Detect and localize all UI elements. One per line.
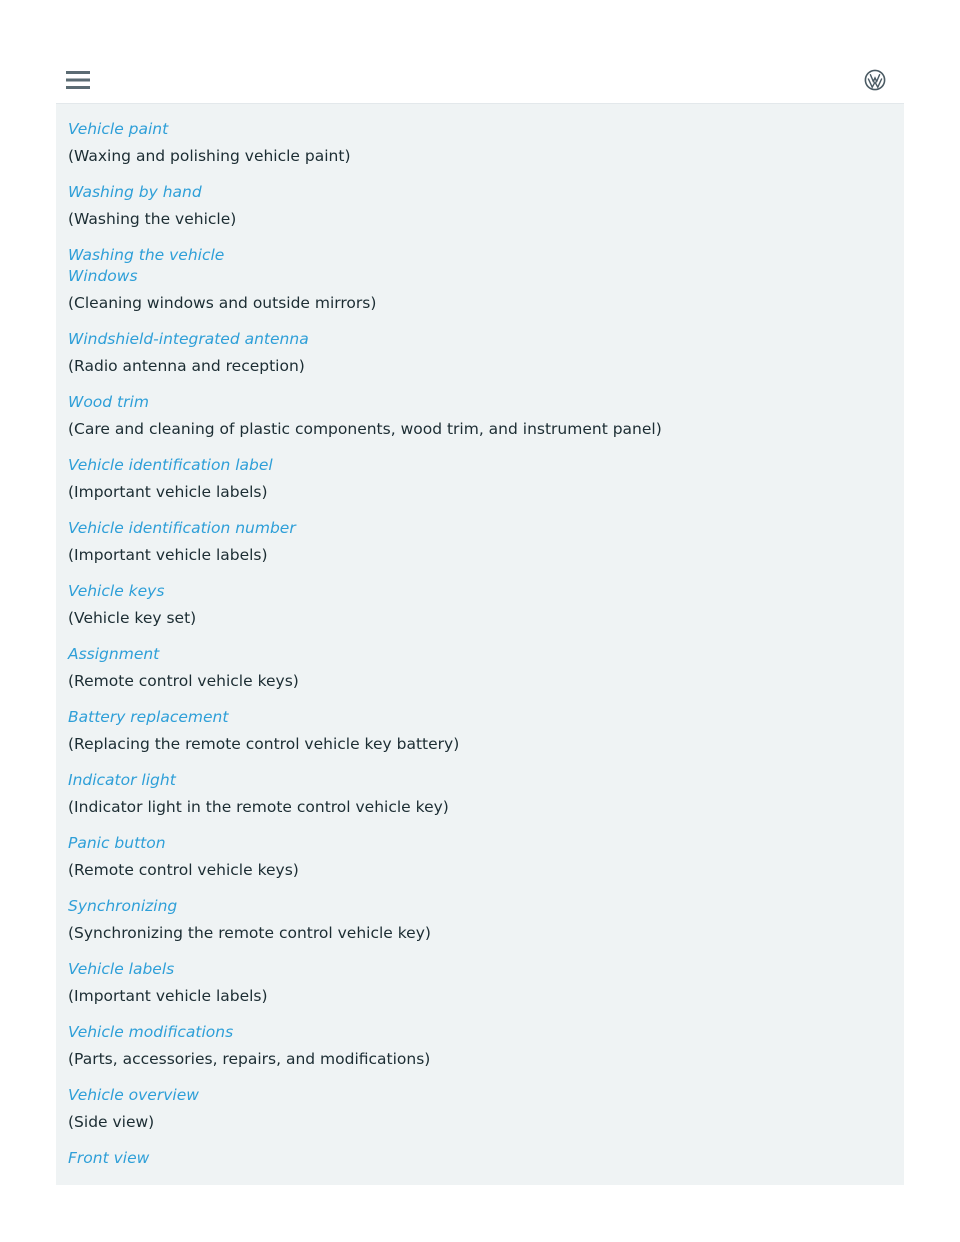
index-term-link[interactable]: Vehicle identification label [68,456,273,474]
index-term-description: (Washing the vehicle) [68,210,237,228]
index-term-description: (Indicator light in the remote control vehicle key) [68,798,449,816]
hamburger-menu-icon[interactable] [66,69,90,91]
index-term-description: (Care and cleaning of plastic components, wood trim, and instrument panel) [68,420,662,438]
index-term-description: (Waxing and polishing vehicle paint) [68,147,351,165]
index-term-description: (Remote control vehicle keys) [68,861,299,879]
top-navigation-bar [56,55,904,104]
index-term-description: (Vehicle key set) [68,609,197,627]
index-term-link[interactable]: Windshield-integrated antenna [68,330,309,348]
index-term-link[interactable]: Windows [68,267,138,285]
index-term-description: (Radio antenna and reception) [68,357,305,375]
index-term-link[interactable]: Synchronizing [68,897,178,915]
index-entry-list [68,119,892,1169]
index-term-link[interactable]: Washing the vehicle [68,246,225,264]
index-term-description: (Side view) [68,1113,155,1131]
index-term-link[interactable]: Indicator light [68,771,176,789]
index-term-link[interactable]: Vehicle paint [68,120,169,138]
index-term-description: (Important vehicle labels) [68,483,268,501]
index-term-link[interactable]: Vehicle keys [68,582,165,600]
index-term-description: (Cleaning windows and outside mirrors) [68,294,377,312]
index-term-link[interactable]: Vehicle labels [68,960,175,978]
index-page-content [56,103,904,1185]
index-term-link[interactable]: Vehicle identification number [68,519,296,537]
index-term-link[interactable]: Battery replacement [68,708,229,726]
index-term-link[interactable]: Front view [68,1149,150,1167]
index-term-link[interactable]: Washing by hand [68,183,202,201]
index-term-description: (Remote control vehicle keys) [68,672,299,690]
index-term-link[interactable]: Vehicle overview [68,1086,199,1104]
index-term-link[interactable]: Panic button [68,834,166,852]
index-term-description: (Synchronizing the remote control vehicle key) [68,924,431,942]
index-term-link[interactable]: Assignment [68,645,160,663]
index-term-description: (Important vehicle labels) [68,987,268,1005]
index-term-link[interactable]: Wood trim [68,393,149,411]
index-term-description: (Parts, accessories, repairs, and modifications) [68,1050,431,1068]
vw-logo-icon[interactable] [864,69,886,91]
index-term-description: (Replacing the remote control vehicle key battery) [68,735,460,753]
index-term-description: (Important vehicle labels) [68,546,268,564]
index-term-link[interactable]: Vehicle modifications [68,1023,234,1041]
